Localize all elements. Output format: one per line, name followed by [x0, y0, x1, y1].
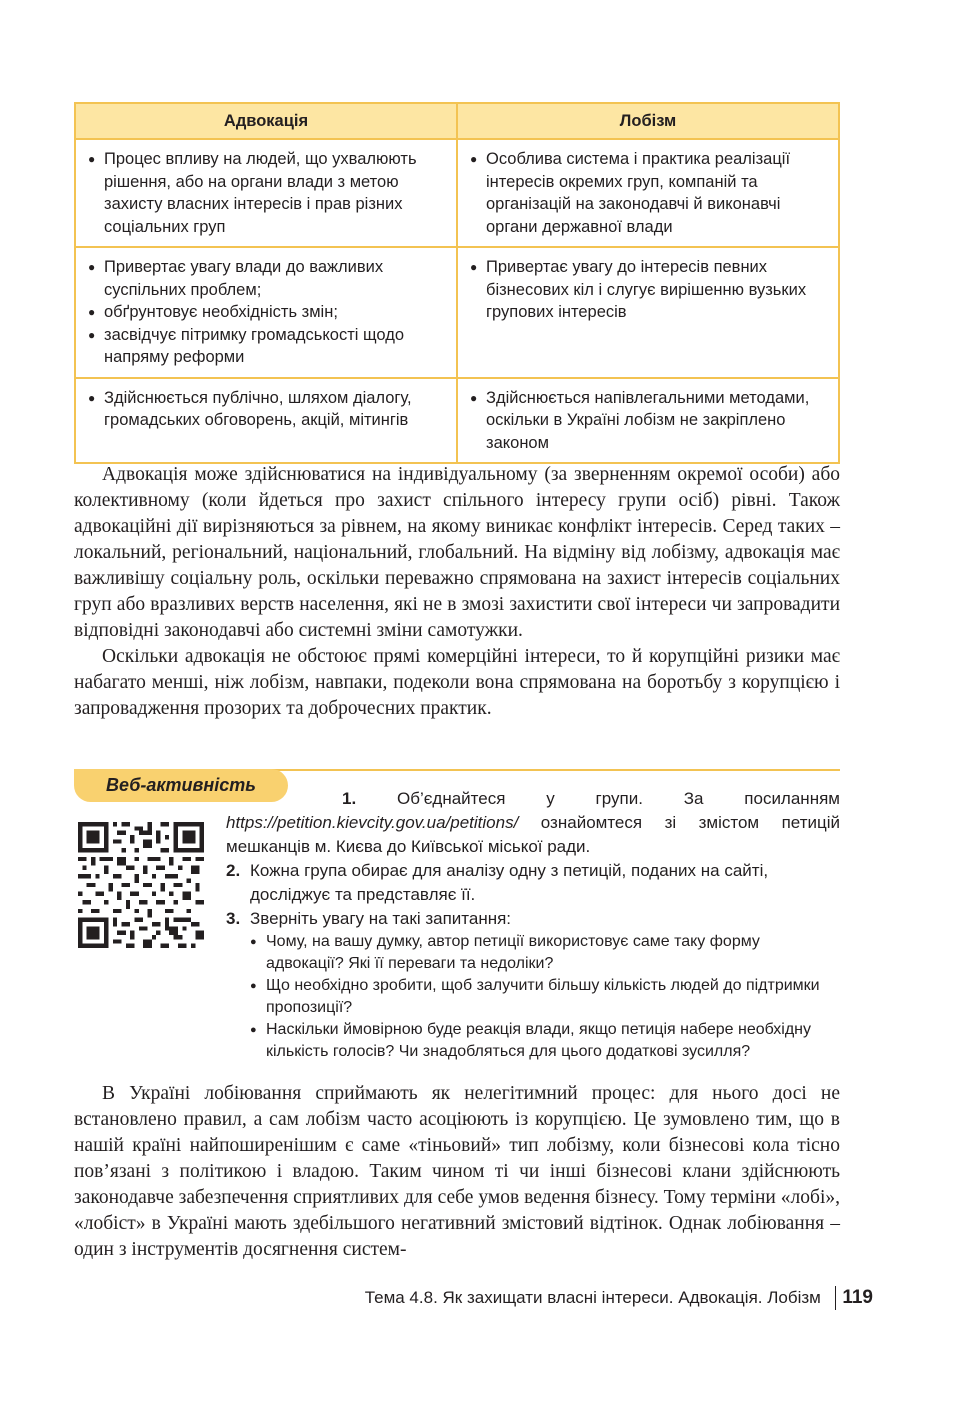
task-text: Кожна група обирає для аналізу одну з петицій, поданих на сайті, досліджує та представляє її.: [250, 861, 769, 904]
header-lobbying: Лобізм: [457, 103, 839, 139]
web-activity-label: Веб-активність: [74, 769, 288, 802]
task-1: [226, 787, 840, 859]
table-cell-advocacy: [75, 378, 457, 464]
table-cell-advocacy: [75, 247, 457, 378]
task-text: Об’єднайтеся у групи. За посиланням: [397, 789, 840, 808]
table-row: [75, 378, 839, 464]
table-header-row: [75, 103, 839, 139]
table-cell-lobbying: [457, 378, 839, 464]
task-number: 1.: [342, 789, 357, 808]
list-item: ● Наскільки ймовірною буде реакція влади, якщо петиція набере необхідну кількість голосів? Чи знадобляться для цього додаткові зусилля?: [250, 1019, 840, 1063]
task-text: ознайомтеся зі змістом петицій мешканців м. Києва до Київської міської ради.: [226, 813, 840, 856]
footer-topic: Тема 4.8. Як захищати власні інтереси. Адвокація. Лобізм: [364, 1288, 821, 1307]
list-item: ● Привертає увагу влади до важливих суспільних проблем;: [86, 256, 446, 301]
list-item: ● засвідчує пітримку громадськості щодо напряму реформи: [86, 324, 446, 369]
question-list: [250, 931, 840, 1063]
paragraph: Адвокація може здійснюватися на індивідуальному (за зверненням окремої особи) або колективному (коли йдеться про захист спільного інтересу групи осіб) рівні. Також адвокаційні дії вирізняються за рівнем, на якому виникає конфлікт інтересів. Серед таких – локальний, регіональний, національний, глобальний. На відміну від лобізму, адвокація має важливішу соціальну роль, оскільки переважно спрямована на захист інтересів соціальних груп або вразливих верств населення, які не в змозі захистити свої інтереси чи запровадити відповідні законодавчі або системні зміни самотужки.: [74, 464, 840, 641]
task-number: 2.: [226, 861, 241, 880]
header-advocacy: Адвокація: [75, 103, 457, 139]
list-item: ● Що необхідно зробити, щоб залучити більшу кількість людей до підтримки пропозиції?: [250, 975, 840, 1019]
table-cell-lobbying: [457, 247, 839, 378]
paragraph: В Україні лобіювання сприймають як нелегітимний процес: для нього досі не встановлено правил, а сам лобізм часто асоціюють із корупцією. Це зумовлено тим, що в нашій країні найпоширенішим є саме «тіньовий» тип лобізму, коли бізнесові кола тісно пов’язані з політикою і владою. Таким чином ті чи інші бізнесові клани здійснюють законодавче забезпечення сприятливих для себе умов ведення бізнесу. Тому терміни «лобі», «лобіст» в Україні мають здебільшого негативний змістовий відтінок. Однак лобіювання – один з інструментів досягнення систем-: [74, 1083, 840, 1260]
footer-divider: [835, 1286, 837, 1310]
list-item: ● Привертає увагу до інтересів певних бізнесових кіл і слугує вирішенню вузьких групових інтересів: [468, 256, 828, 324]
table-row: [75, 247, 839, 378]
table-cell-lobbying: [457, 139, 839, 247]
page-number: 119: [842, 1287, 873, 1308]
list-item: ● Процес впливу на людей, що ухвалюють рішення, або на органи влади з метою захисту власних інтересів і прав різних соціальних груп: [86, 148, 446, 238]
task-2: [226, 859, 840, 907]
comparison-table: [74, 102, 840, 464]
task-number: 3.: [226, 909, 241, 928]
list-item: ● обґрунтовує необхідність змін;: [86, 301, 446, 324]
list-item: ● Особлива система і практика реалізації інтересів окремих груп, компаній та організацій на законодавчі й виконавчі органи державної влади: [468, 148, 828, 238]
body-text-top: [74, 462, 840, 722]
list-item: ● Чому, на вашу думку, автор петиції використовує саме таку форму адвокації? Які її переваги та недоліки?: [250, 931, 840, 975]
petition-link[interactable]: https://petition.kievcity.gov.ua/petitions/: [226, 813, 519, 832]
table-cell-advocacy: [75, 139, 457, 247]
paragraph: Оскільки адвокація не обстоює прямі комерційні інтереси, то й корупційні ризики має набагато менші, ніж лобізм, навпаки, подеколи вона спрямована на боротьбу з корупцією і запровадження прозорих та доброчесних практик.: [74, 646, 840, 719]
qr-code-icon[interactable]: [78, 822, 204, 948]
task-text: Зверніть увагу на такі запитання:: [250, 909, 512, 928]
page-footer: [365, 1286, 873, 1310]
list-item: ● Здійснюється напівлегальними методами, оскільки в Україні лобізм не закріплено законом: [468, 387, 828, 455]
task-3: [226, 907, 840, 1063]
body-text-bottom: [74, 1081, 840, 1263]
web-activity-tasks: [226, 787, 840, 1063]
list-item: ● Здійснюється публічно, шляхом діалогу, громадських обговорень, акцій, мітингів: [86, 387, 446, 432]
table-row: [75, 139, 839, 247]
